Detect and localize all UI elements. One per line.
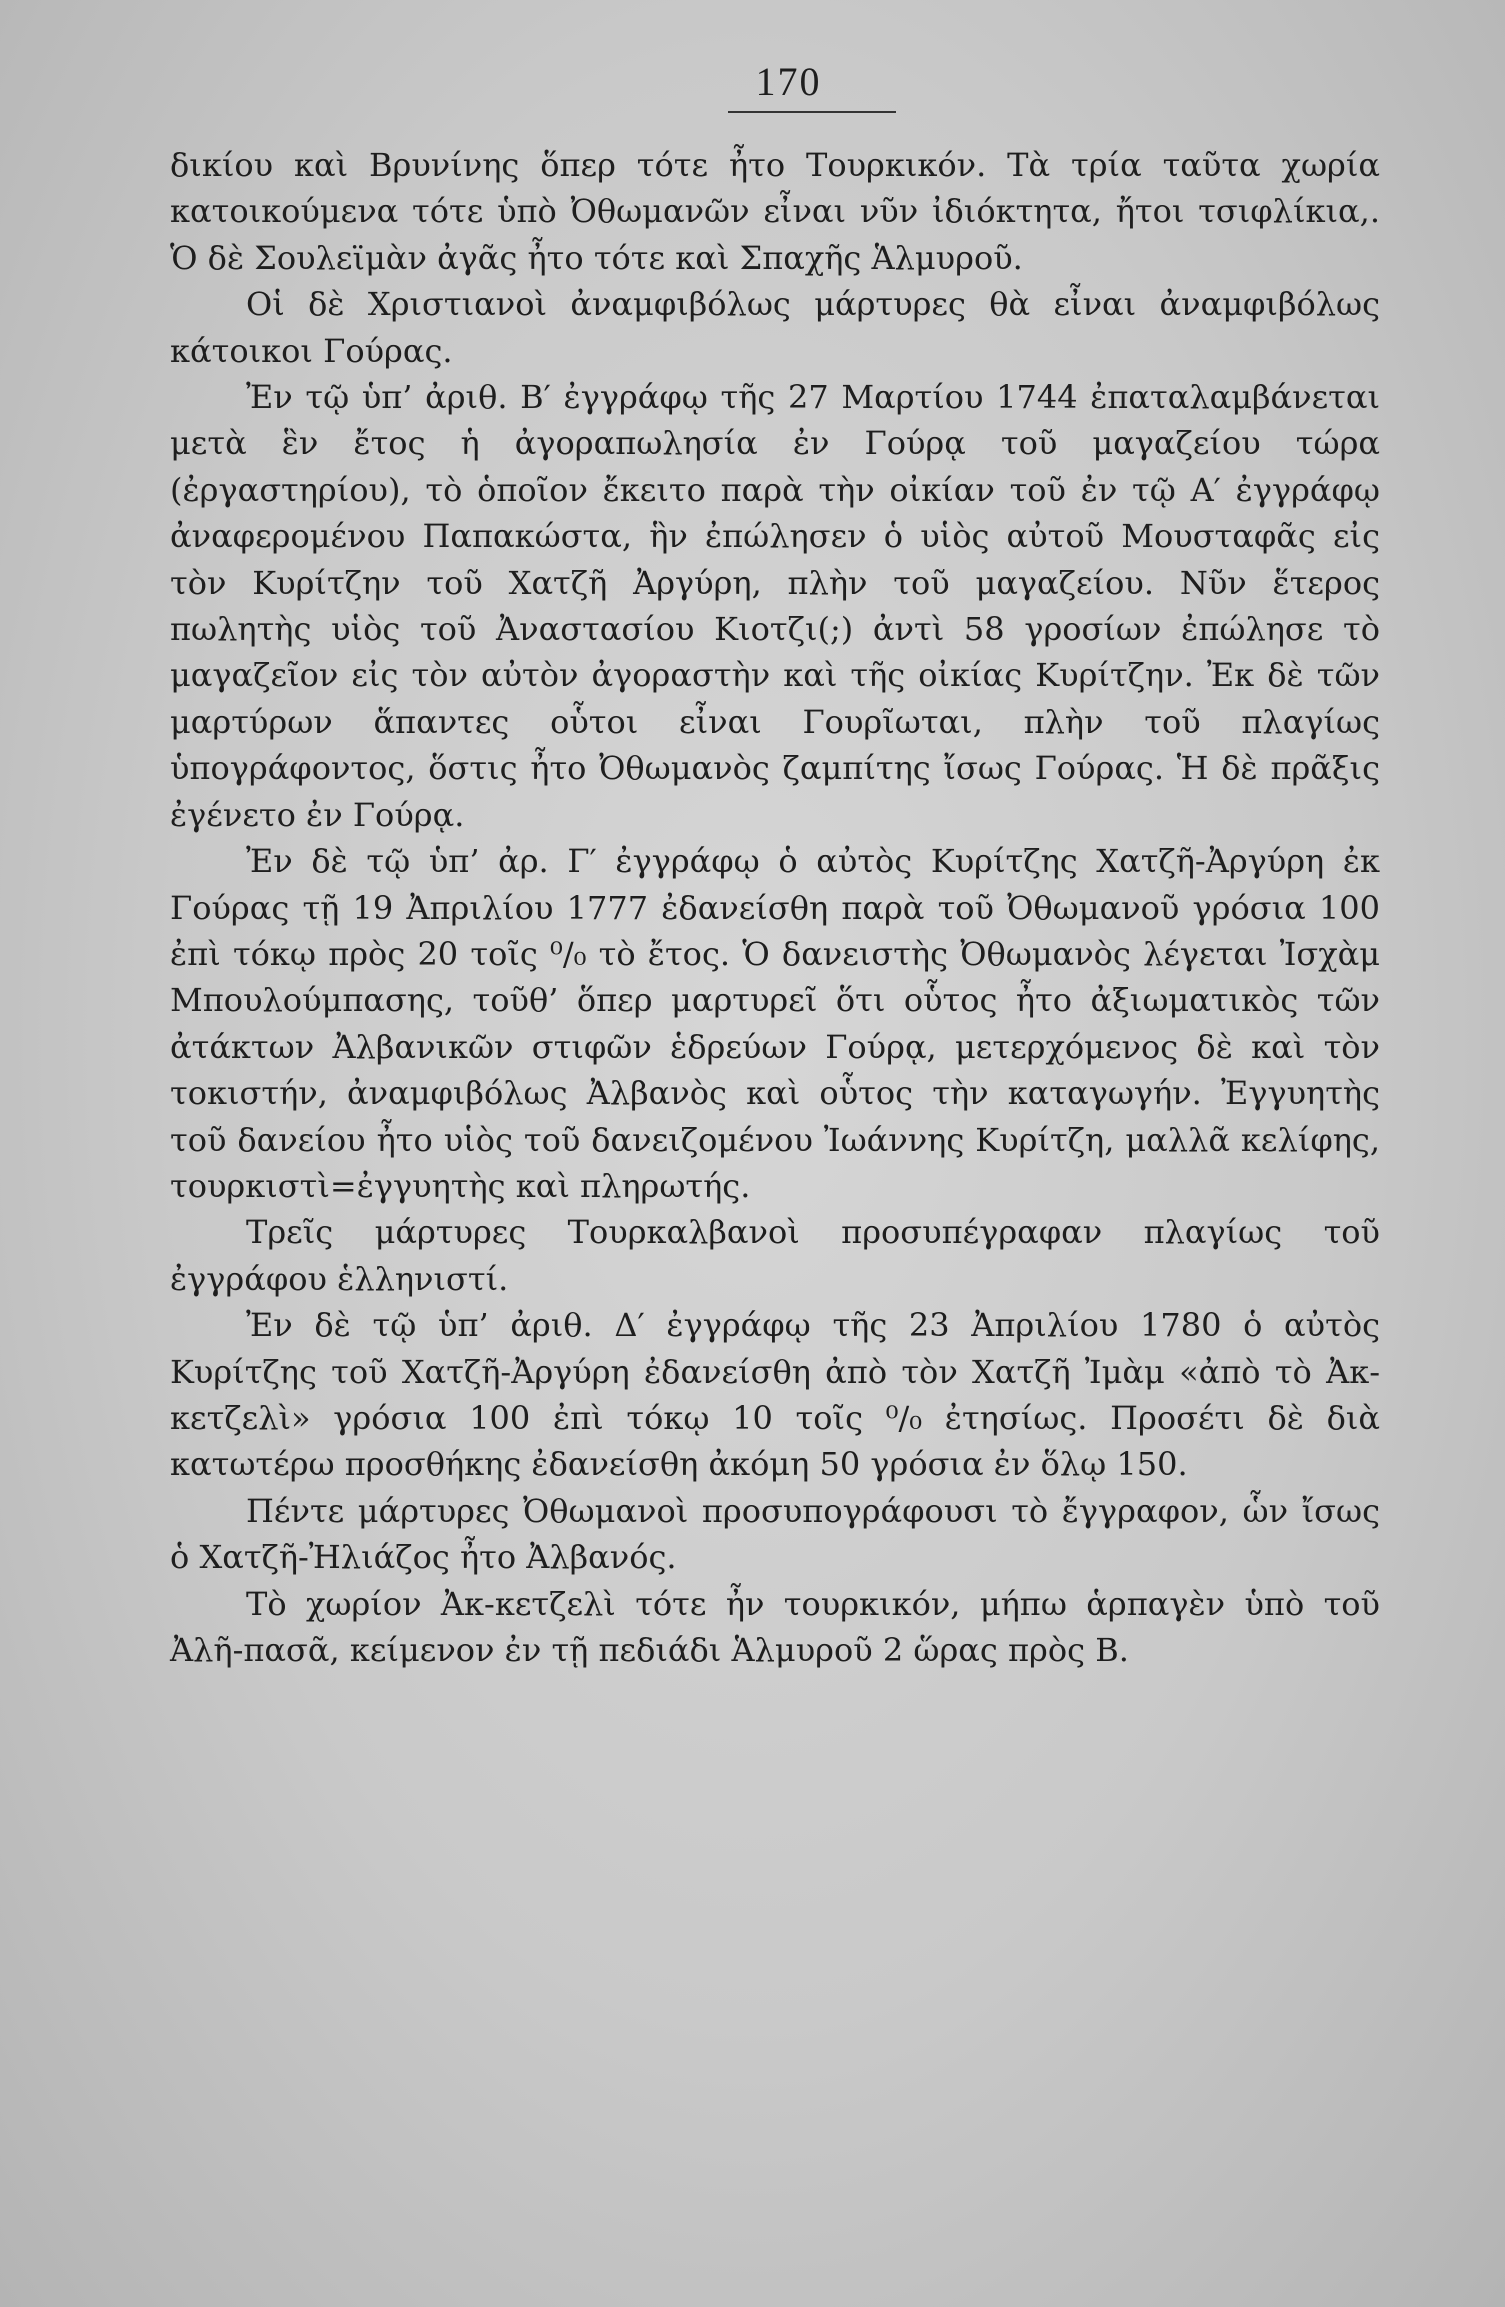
page-number-rule	[728, 111, 896, 113]
body-text	[170, 142, 1380, 1673]
paragraph: Ἐν δὲ τῷ ὑπ’ ἀριθ. Δ′ ἐγγράφῳ τῆς 23 Ἀπριλίου 1780 ὁ αὐτὸς Κυρίτζης τοῦ Χατζῆ-Ἀργύρη ἐδανείσθη ἀπὸ τὸν Χατζῆ Ἰμὰμ «ἀπὸ τὸ Ἀκ-κετζελὶ» γρόσια 100 ἐπὶ τόκῳ 10 τοῖς ⁰/₀ ἐτησίως. Προσέτι δὲ διὰ κατωτέρω προσθήκης ἐδανείσθη ἀκόμη 50 γρόσια ἐν ὅλῳ 150.	[170, 1306, 1380, 1484]
paragraph: δικίου καὶ Βρυνίνης ὅπερ τότε ἦτο Τουρκικόν. Τὰ τρία ταῦτα χωρία κατοικούμενα τότε ὑπὸ Ὀθωμανῶν εἶναι νῦν ἰδιόκτητα, ἤτοι τσιφλίκια,. Ὁ δὲ Σουλεϊμὰν ἀγᾶς ἦτο τότε καὶ Σπαχῆς Ἁλμυροῦ.	[170, 146, 1380, 277]
paragraph: Ἐν τῷ ὑπ’ ἀριθ. Β′ ἐγγράφῳ τῆς 27 Μαρτίου 1744 ἐπαταλαμβάνεται μετὰ ἓν ἔτος ἡ ἀγοραπωλησία ἐν Γούρᾳ τοῦ μαγαζείου τώρα (ἐργαστηρίου), τὸ ὁποῖον ἔκειτο παρὰ τὴν οἰκίαν τοῦ ἐν τῷ Α′ ἐγγράφῳ ἀναφερομένου Παπακώστα, ἣν ἐπώλησεν ὁ υἱὸς αὐτοῦ Μουσταφᾶς εἰς τὸν Κυρίτζην τοῦ Χατζῆ Ἀργύρη, πλὴν τοῦ μαγαζείου. Νῦν ἕτερος πωλητὴς υἱὸς τοῦ Ἀναστασίου Κιοτζι(;) ἀντὶ 58 γροσίων ἐπώλησε τὸ μαγαζεῖον εἰς τὸν αὐτὸν ἀγοραστὴν καὶ τῆς οἰκίας Κυρίτζην. Ἐκ δὲ τῶν μαρτύρων ἅπαντες οὗτοι εἶναι Γουρῖωται, πλὴν τοῦ πλαγίως ὑπογράφοντος, ὅστις ἦτο Ὀθωμανὸς ζαμπίτης ἴσως Γούρας. Ἡ δὲ πρᾶξις ἐγένετο ἐν Γούρᾳ.	[170, 378, 1380, 834]
paragraph: Τὸ χωρίον Ἀκ-κετζελὶ τότε ἦν τουρκικόν, μήπω ἁρπαγὲν ὑπὸ τοῦ Ἀλῆ-πασᾶ, κείμενον ἐν τῇ πεδιάδι Ἁλμυροῦ 2 ὥρας πρὸς Β.	[170, 1584, 1380, 1669]
paragraph: Οἱ δὲ Χριστιανοὶ ἀναμφιβόλως μάρτυρες θὰ εἶναι ἀναμφιβόλως κάτοικοι Γούρας.	[170, 285, 1380, 370]
paragraph: Πέντε μάρτυρες Ὀθωμανοὶ προσυπογράφουσι τὸ ἔγγραφον, ὧν ἴσως ὁ Χατζῆ-Ἠλιάζος ἦτο Ἀλβανός.	[170, 1491, 1380, 1577]
paragraph: Ἐν δὲ τῷ ὑπ’ ἀρ. Γ′ ἐγγράφῳ ὁ αὐτὸς Κυρίτζης Χατζῆ-Ἀργύρη ἐκ Γούρας τῇ 19 Ἀπριλίου 1777 ἐδανείσθη παρὰ τοῦ Ὀθωμανοῦ γρόσια 100 ἐπὶ τόκῳ πρὸς 20 τοῖς ⁰/₀ τὸ ἔτος. Ὁ δανειστὴς Ὀθωμανὸς λέγεται Ἰσχὰμ Μπουλούμπασης, τοῦθ’ ὅπερ μαρτυρεῖ ὅτι οὗτος ἦτο ἀξιωματικὸς τῶν ἀτάκτων Ἀλβανικῶν στιφῶν ἑδρεύων Γούρᾳ, μετερχόμενος δὲ καὶ τὸν τοκιστήν, ἀναμφιβόλως Ἀλβανὸς καὶ οὗτος τὴν καταγωγήν. Ἐγγυητὴς τοῦ δανείου ἦτο υἱὸς τοῦ δανειζομένου Ἰωάννης Κυρίτζη, μαλλᾶ κελίφης, τουρκιστὶ=ἐγγυητὴς καὶ πληρωτής.	[170, 842, 1380, 1205]
page-number: 170	[755, 59, 822, 104]
paragraph: Τρεῖς μάρτυρες Τουρκαλβανοὶ προσυπέγραφαν πλαγίως τοῦ ἐγγράφου ἑλληνιστί.	[170, 1213, 1380, 1298]
